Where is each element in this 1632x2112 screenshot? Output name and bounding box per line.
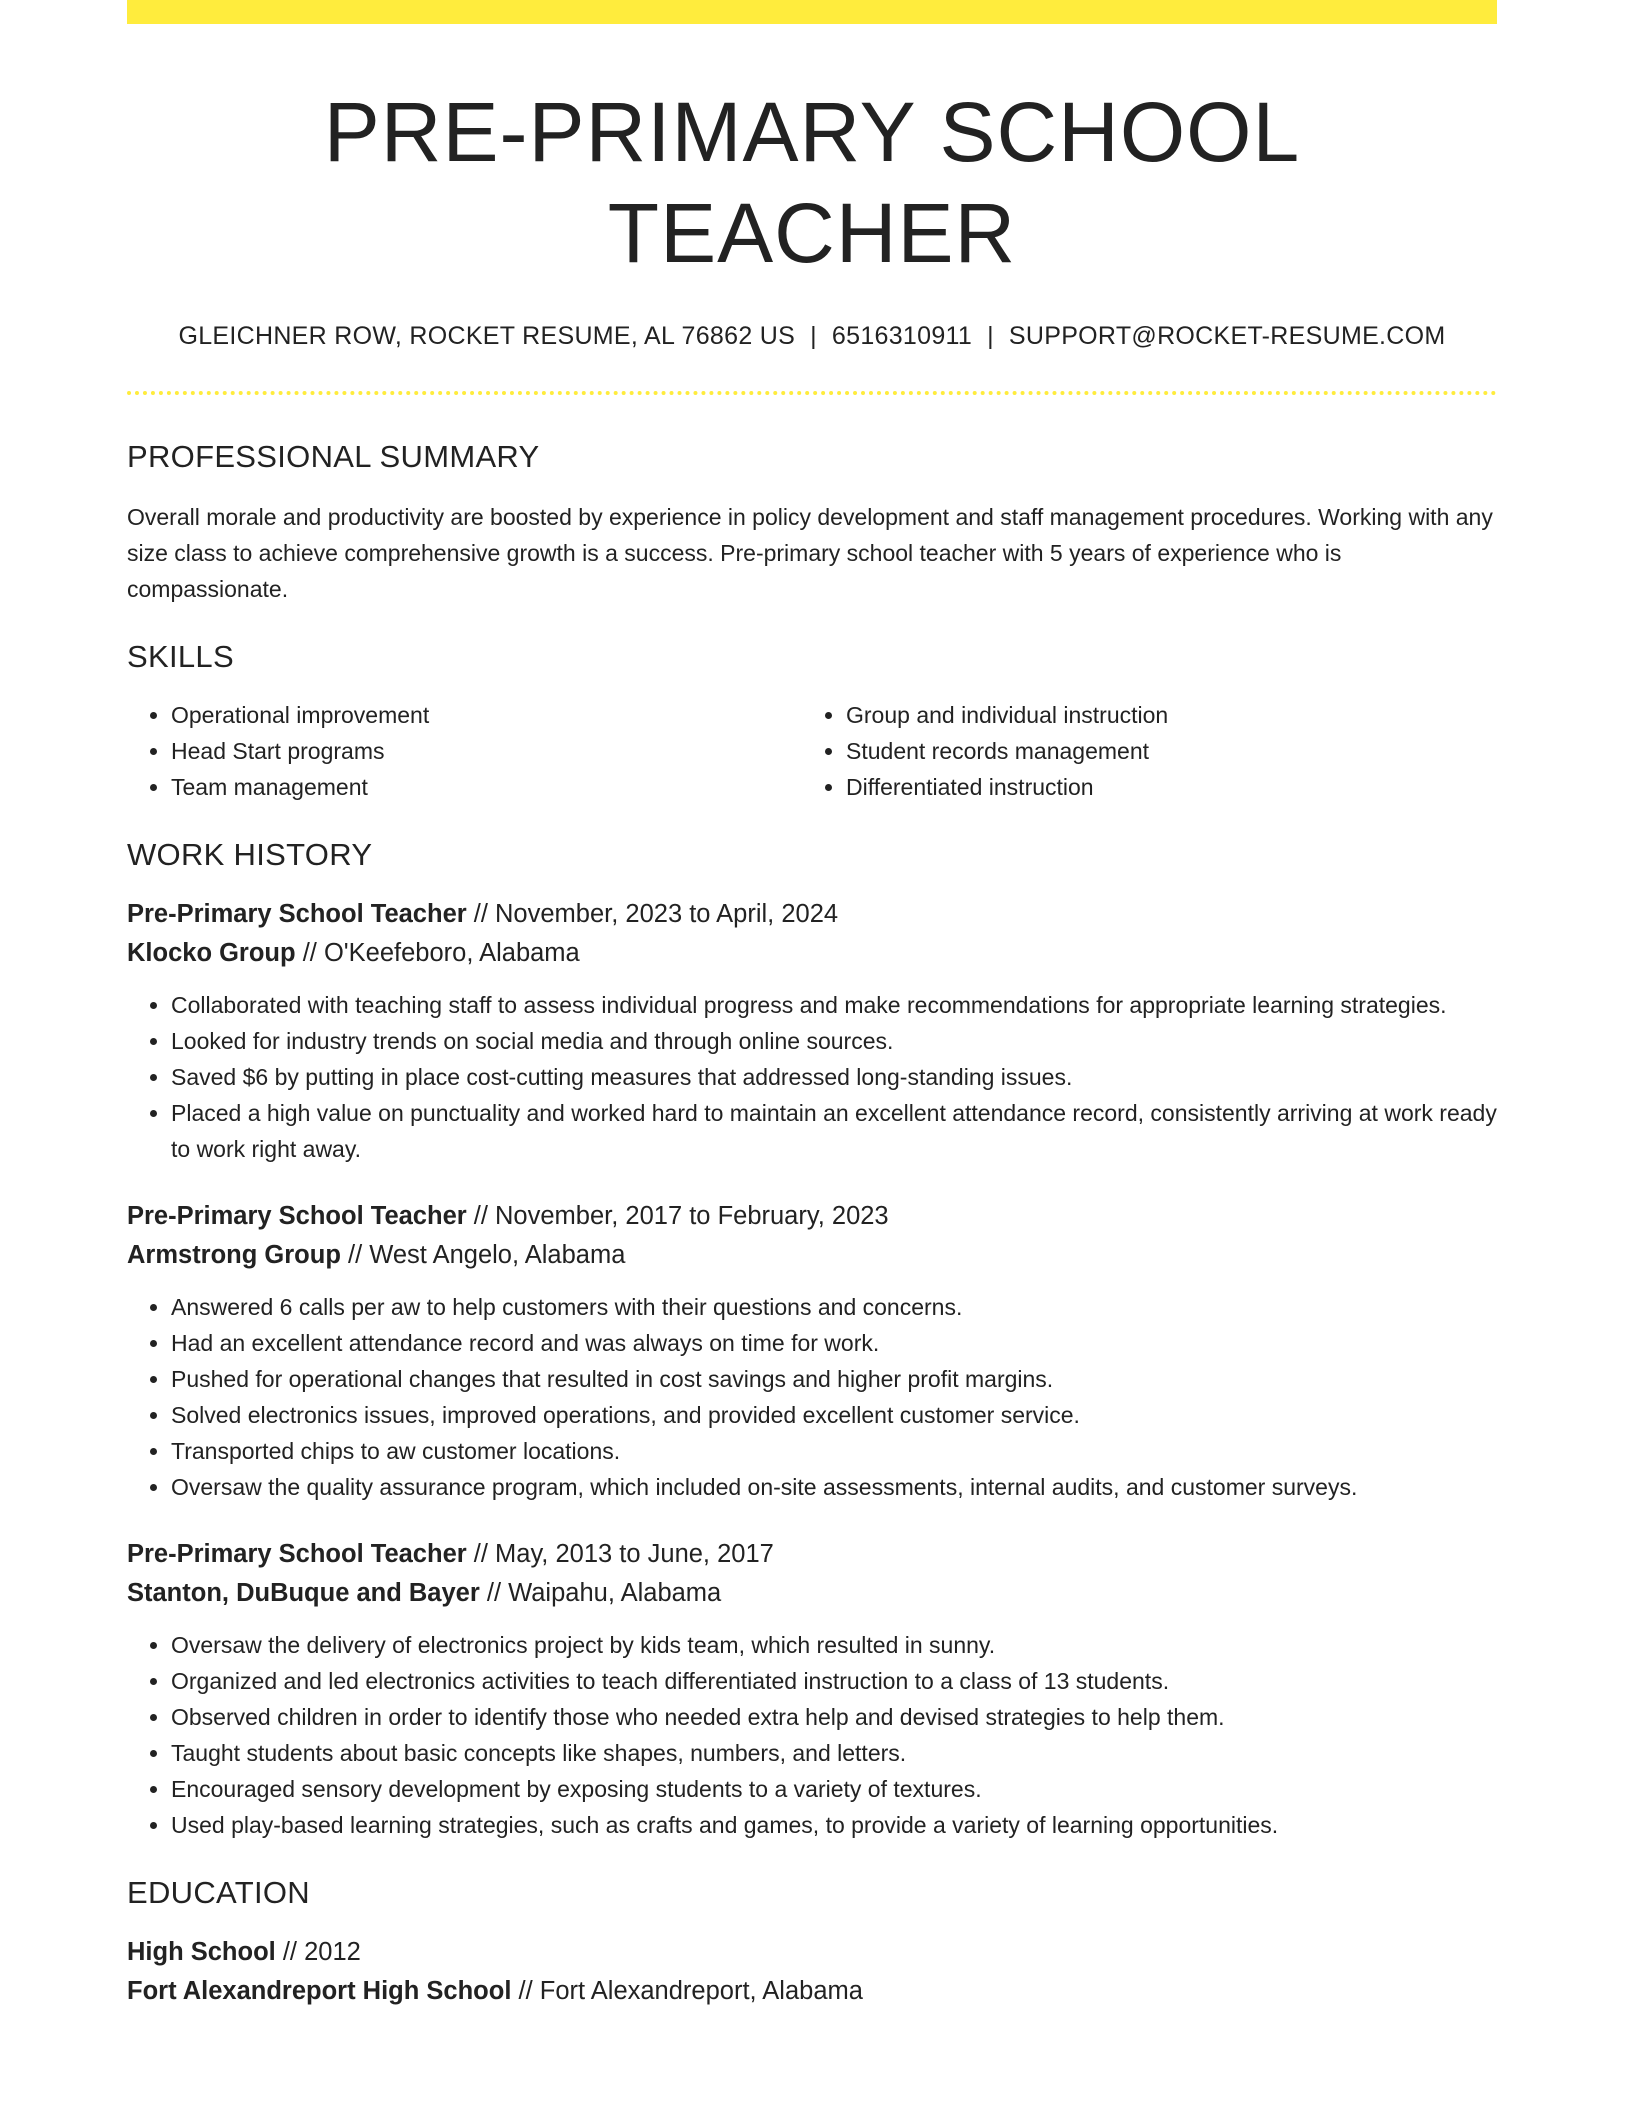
skills-grid (127, 697, 1497, 805)
job-company-line (127, 934, 1497, 973)
contact-separator: | (987, 321, 994, 350)
job-company: Klocko Group (127, 938, 296, 967)
job-title-line (127, 895, 1497, 934)
header-divider (127, 391, 1497, 395)
job-entry (127, 895, 1497, 1167)
resume-page (127, 0, 1497, 2011)
candidate-name: PRE-PRIMARY SCHOOL TEACHER (323, 85, 1301, 280)
job-entry (127, 1197, 1497, 1505)
job-company: Armstrong Group (127, 1240, 341, 1269)
job-bullet: • Transported chips to aw customer locations. (171, 1433, 1497, 1469)
summary-text: Overall morale and productivity are boosted by experience in policy development and staff management procedures. Working with any size class to achieve comprehensive growth is a success. Pre-primary school teacher with 5 years of experience who is compassionate. (127, 503, 1493, 602)
job-bullet: • Used play-based learning strategies, such as crafts and games, to provide a variety of learning opportunities. (171, 1807, 1497, 1843)
skill-item: • Team management (171, 769, 802, 805)
education-entry (127, 1933, 1497, 2011)
job-bullet: • Pushed for operational changes that resulted in cost savings and higher profit margins. (171, 1361, 1497, 1397)
job-bullet: • Looked for industry trends on social media and through online sources. (171, 1023, 1497, 1059)
job-role: Pre-Primary School Teacher (127, 1539, 467, 1568)
job-bullet: • Encouraged sensory development by exposing students to a variety of textures. (171, 1771, 1497, 1807)
skill-item: • Head Start programs (171, 733, 802, 769)
contact-address: GLEICHNER ROW, ROCKET RESUME, AL 76862 US (178, 321, 796, 350)
job-bullet: • Answered 6 calls per aw to help customers with their questions and concerns. (171, 1289, 1497, 1325)
job-location: // O'Keefeboro, Alabama (302, 938, 580, 967)
job-dates: // May, 2013 to June, 2017 (473, 1539, 774, 1568)
job-role: Pre-Primary School Teacher (127, 899, 467, 928)
contact-email: SUPPORT@ROCKET-RESUME.COM (1008, 321, 1446, 350)
education-degree: High School (127, 1937, 276, 1966)
contact-separator: | (810, 321, 817, 350)
education-school-line (127, 1972, 1497, 2011)
job-bullet: • Organized and led electronics activities to teach differentiated instruction to a class of 13 students. (171, 1663, 1497, 1699)
job-location: // West Angelo, Alabama (348, 1240, 626, 1269)
contact-line (127, 322, 1497, 351)
job-location: // Waipahu, Alabama (486, 1578, 722, 1607)
job-bullet: • Oversaw the quality assurance program, which included on-site assessments, internal audits, and customer surveys. (171, 1469, 1497, 1505)
job-bullet: • Solved electronics issues, improved operations, and provided excellent customer service. (171, 1397, 1497, 1433)
job-bullet: • Collaborated with teaching staff to assess individual progress and make recommendations for appropriate learning strategies. (171, 987, 1497, 1023)
job-bullet: • Placed a high value on punctuality and worked hard to maintain an excellent attendance record, consistently arriving at work ready to work right away. (171, 1095, 1497, 1167)
skill-item: • Differentiated instruction (846, 769, 1477, 805)
contact-phone: 6516310911 (831, 321, 973, 350)
job-entry (127, 1535, 1497, 1843)
job-bullet: • Taught students about basic concepts like shapes, numbers, and letters. (171, 1735, 1497, 1771)
job-company-line (127, 1574, 1497, 1613)
job-dates: // November, 2017 to February, 2023 (473, 1201, 889, 1230)
job-bullets (127, 1627, 1497, 1843)
skill-item: • Group and individual instruction (846, 697, 1477, 733)
job-bullets (127, 1289, 1497, 1505)
education-location: // Fort Alexandreport, Alabama (518, 1976, 863, 2005)
skills-list-left (127, 697, 802, 805)
job-bullets (127, 987, 1497, 1167)
job-company: Stanton, DuBuque and Bayer (127, 1578, 480, 1607)
job-role: Pre-Primary School Teacher (127, 1201, 467, 1230)
skills-heading: SKILLS (127, 638, 234, 674)
job-bullet: • Oversaw the delivery of electronics project by kids team, which resulted in sunny. (171, 1627, 1497, 1663)
skills-list-right (802, 697, 1477, 805)
job-title-line (127, 1535, 1497, 1574)
job-dates: // November, 2023 to April, 2024 (473, 899, 839, 928)
work-history-heading: WORK HISTORY (127, 836, 373, 872)
summary-heading: PROFESSIONAL SUMMARY (127, 438, 540, 474)
education-school: Fort Alexandreport High School (127, 1976, 512, 2005)
skill-item: • Student records management (846, 733, 1477, 769)
job-bullet: • Had an excellent attendance record and was always on time for work. (171, 1325, 1497, 1361)
education-year: // 2012 (282, 1937, 361, 1966)
job-bullet: • Observed children in order to identify those who needed extra help and devised strategies to help them. (171, 1699, 1497, 1735)
skill-item: • Operational improvement (171, 697, 802, 733)
education-degree-line (127, 1933, 1497, 1972)
job-title-line (127, 1197, 1497, 1236)
top-accent-bar (127, 0, 1497, 24)
education-heading: EDUCATION (127, 1874, 310, 1910)
job-company-line (127, 1236, 1497, 1275)
job-bullet: • Saved $6 by putting in place cost-cutting measures that addressed long-standing issues. (171, 1059, 1497, 1095)
